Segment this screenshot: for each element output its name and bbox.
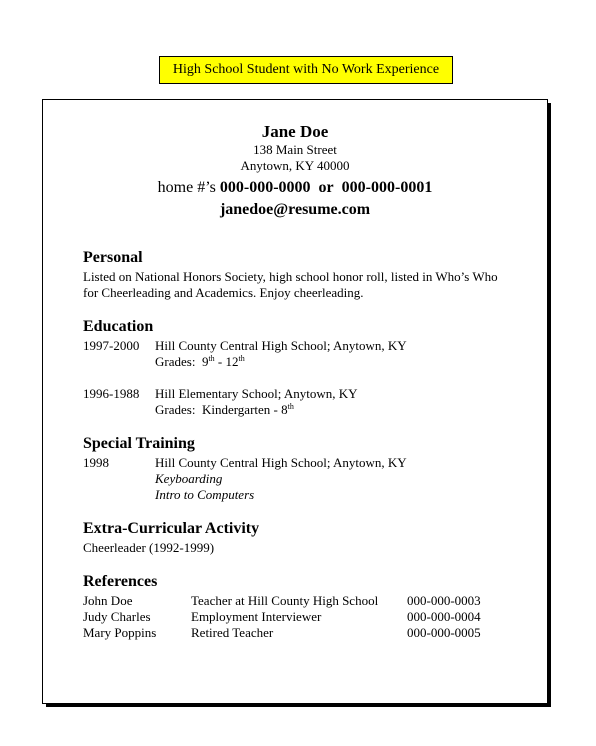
training-school: Hill County Central High School; Anytown, KY — [155, 455, 407, 470]
education-school: Hill County Central High School; Anytown, KY — [155, 338, 407, 353]
reference-phone: 000-000-0004 — [407, 609, 481, 624]
email-address: janedoe@resume.com — [219, 201, 371, 218]
education-heading: Education — [83, 318, 154, 335]
extracurricular-text: Cheerleader (1992-1999) — [83, 540, 215, 555]
reference-phone: 000-000-0003 — [407, 593, 481, 608]
extracurricular-heading: Extra-Curricular Activity — [83, 520, 260, 537]
phone-number-1: 000-000-0000 — [219, 179, 311, 196]
document-title-banner: High School Student with No Work Experience — [159, 56, 453, 84]
education-years: 1996-1988 — [83, 386, 140, 401]
page-shadow-bottom — [46, 704, 551, 707]
phone-line — [43, 177, 547, 199]
reference-title: Employment Interviewer — [191, 609, 322, 624]
resume-header — [43, 122, 547, 221]
education-grades: Grades: 9th - 12th — [155, 354, 245, 369]
reference-name: John Doe — [83, 593, 133, 608]
reference-title: Retired Teacher — [191, 625, 274, 640]
reference-name: Mary Poppins — [83, 625, 157, 640]
training-year: 1998 — [83, 455, 109, 470]
personal-text: Listed on National Honors Society, high school honor roll, listed in Who’s Who for Cheerleading and Academics. Enjoy cheerleading. — [83, 269, 498, 300]
page-shadow-right — [548, 103, 551, 707]
resume-page — [42, 99, 548, 704]
training-course: Intro to Computers — [155, 487, 255, 502]
reference-title: Teacher at Hill County High School — [191, 593, 379, 608]
references-heading: References — [83, 573, 158, 590]
phone-label: home #’s — [157, 179, 216, 196]
education-school: Hill Elementary School; Anytown, KY — [155, 386, 358, 401]
phone-number-2: 000-000-0001 — [341, 179, 433, 196]
reference-name: Judy Charles — [83, 609, 151, 624]
street-address: 138 Main Street — [253, 142, 337, 157]
phone-or: or — [318, 179, 334, 196]
applicant-name: Jane Doe — [261, 122, 329, 141]
personal-heading: Personal — [83, 249, 143, 266]
reference-phone: 000-000-0005 — [407, 625, 481, 640]
training-heading: Special Training — [83, 435, 195, 452]
education-grades: Grades: Kindergarten - 8th — [155, 402, 294, 417]
education-years: 1997-2000 — [83, 338, 140, 353]
city-state-zip: Anytown, KY 40000 — [240, 158, 350, 173]
training-course: Keyboarding — [155, 471, 223, 486]
